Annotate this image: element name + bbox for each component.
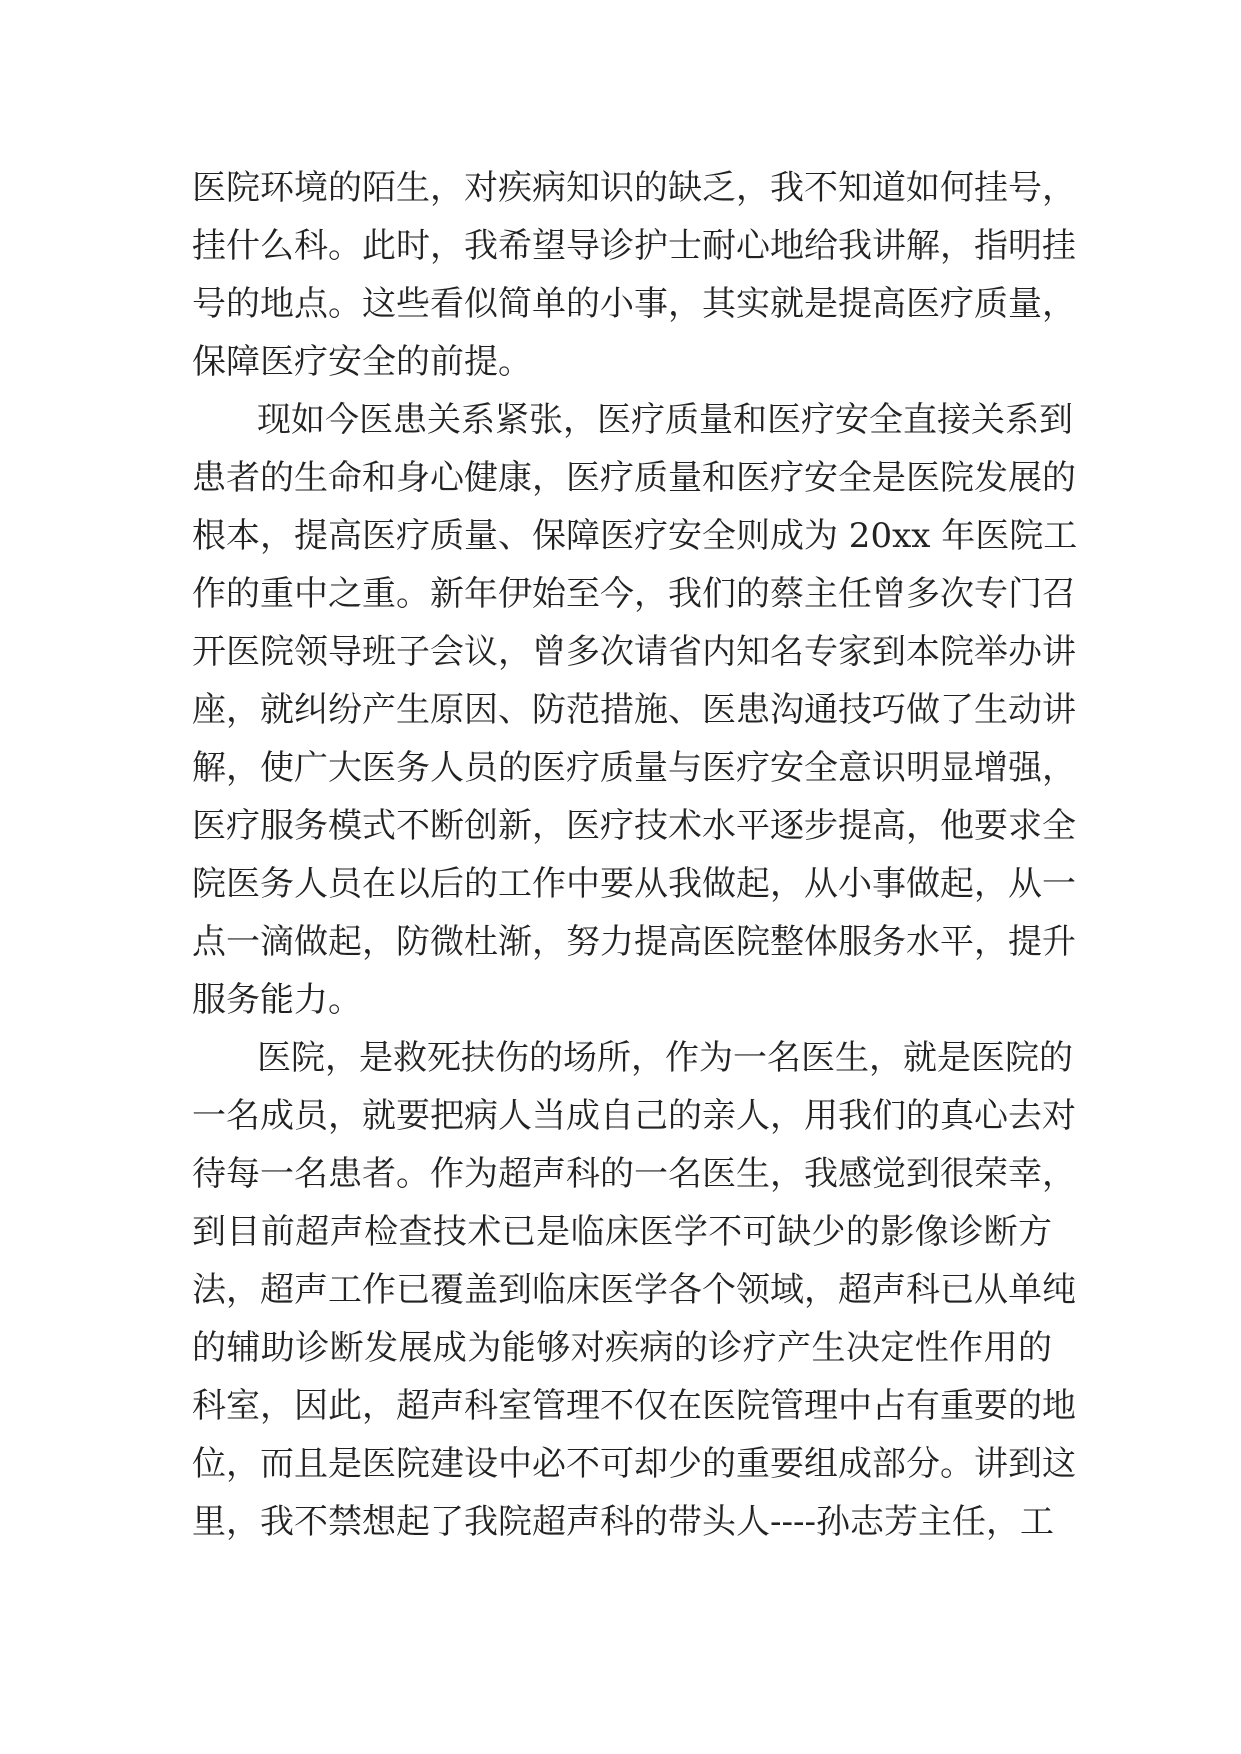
text-line: 一名成员，就要把病人当成自己的亲人，用我们的真心去对 xyxy=(192,1096,1076,1136)
text-line: 点一滴做起，防微杜渐，努力提高医院整体服务水平，提升 xyxy=(192,922,1076,962)
paragraph-first-line: 医院，是救死扶伤的场所，作为一名医生，就是医院的 xyxy=(257,1038,1073,1078)
text-line: 座，就纠纷产生原因、防范措施、医患沟通技巧做了生动讲 xyxy=(192,690,1076,730)
text-line: 里，我不禁想起了我院超声科的带头人----孙志芳主任，工 xyxy=(192,1502,1054,1542)
text-line: 院医务人员在以后的工作中要从我做起，从小事做起，从一 xyxy=(192,864,1076,904)
text-line: 到目前超声检查技术已是临床医学不可缺少的影像诊断方 xyxy=(192,1212,1052,1252)
text-line: 号的地点。这些看似简单的小事，其实就是提高医疗质量， xyxy=(192,284,1076,324)
text-line: 医院环境的陌生，对疾病知识的缺乏，我不知道如何挂号， xyxy=(192,168,1076,208)
text-line: 的辅助诊断发展成为能够对疾病的诊疗产生决定性作用的 xyxy=(192,1328,1052,1368)
text-line: 科室，因此，超声科室管理不仅在医院管理中占有重要的地 xyxy=(192,1386,1076,1426)
text-line: 解，使广大医务人员的医疗质量与医疗安全意识明显增强， xyxy=(192,748,1076,788)
text-line: 服务能力。 xyxy=(192,980,362,1020)
text-line: 作的重中之重。新年伊始至今，我们的蔡主任曾多次专门召 xyxy=(192,574,1076,614)
text-line: 根本，提高医疗质量、保障医疗安全则成为 20xx 年医院工 xyxy=(192,516,1078,556)
text-line: 开医院领导班子会议，曾多次请省内知名专家到本院举办讲 xyxy=(192,632,1076,672)
text-line: 位，而且是医院建设中必不可却少的重要组成部分。讲到这 xyxy=(192,1444,1076,1484)
text-line: 医疗服务模式不断创新，医疗技术水平逐步提高，他要求全 xyxy=(192,806,1076,846)
text-line: 挂什么科。此时，我希望导诊护士耐心地给我讲解，指明挂 xyxy=(192,226,1076,266)
text-line: 患者的生命和身心健康，医疗质量和医疗安全是医院发展的 xyxy=(192,458,1076,498)
text-line: 保障医疗安全的前提。 xyxy=(192,342,532,382)
text-line: 待每一名患者。作为超声科的一名医生，我感觉到很荣幸， xyxy=(192,1154,1076,1194)
paragraph-first-line: 现如今医患关系紧张，医疗质量和医疗安全直接关系到 xyxy=(257,400,1073,440)
text-line: 法，超声工作已覆盖到临床医学各个领域，超声科已从单纯 xyxy=(192,1270,1076,1310)
